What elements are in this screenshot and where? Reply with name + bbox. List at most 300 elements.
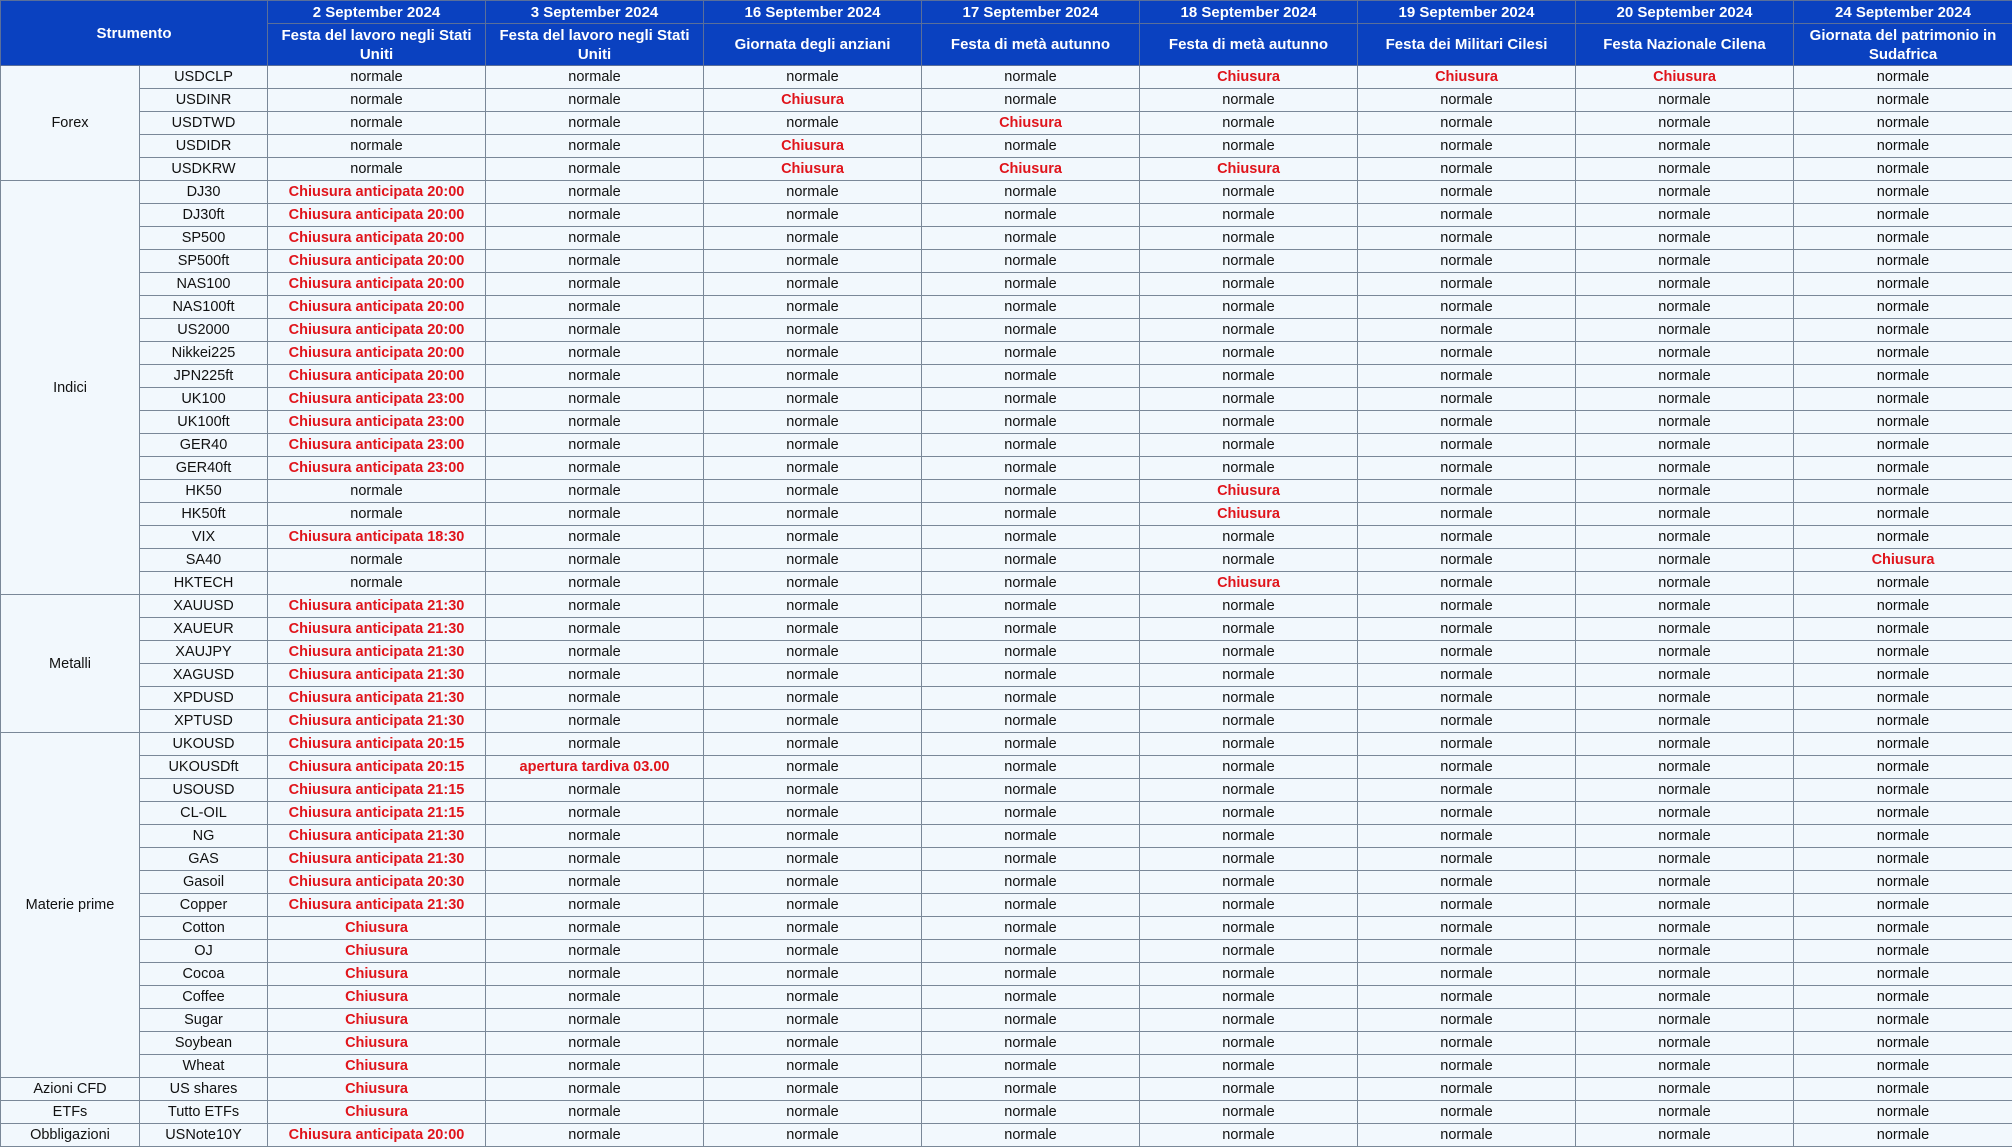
status-cell: normale [1358,986,1576,1009]
table-row [1,112,2012,135]
status-cell: normale [486,1101,704,1124]
status-cell: normale [486,572,704,595]
status-cell: normale [704,1101,922,1124]
instrument-cell: DJ30 [140,181,268,204]
date-header: 16 September 2024 [704,1,922,24]
instrument-cell: USDINR [140,89,268,112]
table-row [1,848,2012,871]
status-cell: normale [1576,411,1794,434]
status-cell: normale [1576,733,1794,756]
status-cell: Chiusura [1358,66,1576,89]
status-cell: normale [1794,1078,2012,1101]
status-cell: normale [486,365,704,388]
table-row [1,779,2012,802]
status-cell: normale [922,89,1140,112]
table-row [1,227,2012,250]
status-cell: normale [1358,158,1576,181]
instrument-cell: Nikkei225 [140,342,268,365]
status-cell: normale [1358,779,1576,802]
status-cell: Chiusura [1140,480,1358,503]
table-row [1,158,2012,181]
status-cell: normale [1140,595,1358,618]
table-row [1,342,2012,365]
status-cell: normale [922,181,1140,204]
status-cell: normale [704,457,922,480]
status-cell: Chiusura anticipata 21:30 [268,641,486,664]
status-cell: normale [922,1124,1140,1147]
status-cell: normale [268,503,486,526]
table-row [1,595,2012,618]
status-cell: normale [704,641,922,664]
status-cell: normale [922,894,1140,917]
status-cell: normale [1358,848,1576,871]
status-cell: normale [1358,1009,1576,1032]
table-row [1,388,2012,411]
instrument-cell: GER40ft [140,457,268,480]
status-cell: normale [1794,802,2012,825]
status-cell: normale [1140,273,1358,296]
table-row [1,871,2012,894]
status-cell: normale [922,802,1140,825]
category-cell: Indici [1,181,140,595]
status-cell: normale [1358,296,1576,319]
date-header: 17 September 2024 [922,1,1140,24]
status-cell: normale [704,388,922,411]
instrument-cell: USNote10Y [140,1124,268,1147]
status-cell: normale [1358,457,1576,480]
status-cell: normale [922,618,1140,641]
status-cell: normale [1794,618,2012,641]
status-cell: normale [922,227,1140,250]
status-cell: normale [1140,1124,1358,1147]
status-cell: normale [1358,733,1576,756]
status-cell: Chiusura anticipata 20:00 [268,181,486,204]
status-cell: normale [1140,802,1358,825]
instrument-cell: UK100 [140,388,268,411]
instrument-cell: SP500 [140,227,268,250]
status-cell: normale [704,618,922,641]
status-cell: normale [486,733,704,756]
status-cell: normale [1140,112,1358,135]
status-cell: normale [704,480,922,503]
status-cell: normale [1794,227,2012,250]
status-cell: normale [704,963,922,986]
status-cell: normale [922,986,1140,1009]
status-cell: normale [1358,181,1576,204]
status-cell: normale [1140,181,1358,204]
status-cell: normale [1358,710,1576,733]
instrument-cell: Copper [140,894,268,917]
table-row [1,89,2012,112]
status-cell: normale [1794,503,2012,526]
status-cell: normale [1358,664,1576,687]
status-cell: normale [704,894,922,917]
status-cell: normale [1576,572,1794,595]
status-cell: normale [1140,1055,1358,1078]
table-row [1,1101,2012,1124]
instrument-cell: SP500ft [140,250,268,273]
instrument-cell: UKOUSD [140,733,268,756]
instrument-cell: SA40 [140,549,268,572]
status-cell: normale [1358,227,1576,250]
instrument-cell: Soybean [140,1032,268,1055]
table-row [1,572,2012,595]
status-cell: normale [486,434,704,457]
status-cell: Chiusura [1794,549,2012,572]
status-cell: Chiusura anticipata 21:30 [268,595,486,618]
status-cell: normale [922,457,1140,480]
table-row [1,917,2012,940]
status-cell: Chiusura anticipata 20:00 [268,227,486,250]
table-body [1,66,2012,1147]
status-cell: normale [1794,710,2012,733]
status-cell: normale [1576,802,1794,825]
table-row [1,1124,2012,1147]
status-cell: normale [704,595,922,618]
status-cell: normale [1358,273,1576,296]
status-cell: normale [1576,986,1794,1009]
status-cell: normale [1576,503,1794,526]
table-row [1,1032,2012,1055]
status-cell: normale [1576,1009,1794,1032]
table-row [1,434,2012,457]
status-cell: normale [1794,779,2012,802]
status-cell: normale [1576,848,1794,871]
status-cell: normale [1576,1101,1794,1124]
status-cell: Chiusura anticipata 20:00 [268,1124,486,1147]
status-cell: Chiusura anticipata 21:30 [268,618,486,641]
status-cell: normale [1576,457,1794,480]
instrument-cell: Wheat [140,1055,268,1078]
table-row [1,273,2012,296]
status-cell: normale [922,1009,1140,1032]
status-cell: normale [1576,204,1794,227]
status-cell: normale [1576,112,1794,135]
status-cell: normale [1794,1101,2012,1124]
status-cell: Chiusura anticipata 23:00 [268,457,486,480]
status-cell: normale [486,940,704,963]
status-cell: Chiusura anticipata 23:00 [268,434,486,457]
table-row [1,618,2012,641]
table-row [1,319,2012,342]
table-row [1,204,2012,227]
status-cell: normale [1140,250,1358,273]
status-cell: Chiusura anticipata 20:15 [268,756,486,779]
status-cell: normale [1358,572,1576,595]
status-cell: normale [704,1055,922,1078]
status-cell: Chiusura anticipata 20:00 [268,204,486,227]
status-cell: normale [922,963,1140,986]
status-cell: normale [1576,135,1794,158]
status-cell: normale [486,664,704,687]
date-header: 19 September 2024 [1358,1,1576,24]
status-cell: normale [1140,89,1358,112]
holiday-header: Festa del lavoro negli Stati Uniti [486,24,704,66]
status-cell: Chiusura anticipata 21:15 [268,779,486,802]
status-cell: normale [1358,480,1576,503]
status-cell: normale [1140,894,1358,917]
instrument-cell: Sugar [140,1009,268,1032]
status-cell: normale [1576,250,1794,273]
strumento-header: Strumento [1,1,268,66]
status-cell: normale [486,641,704,664]
status-cell: normale [922,1032,1140,1055]
status-cell: normale [486,618,704,641]
status-cell: normale [486,319,704,342]
table-row [1,1055,2012,1078]
status-cell: normale [1140,549,1358,572]
status-cell: normale [1358,411,1576,434]
status-cell: normale [1140,687,1358,710]
instrument-cell: NAS100ft [140,296,268,319]
status-cell: normale [1140,1101,1358,1124]
status-cell: normale [486,181,704,204]
status-cell: normale [922,687,1140,710]
status-cell: normale [486,848,704,871]
status-cell: normale [486,89,704,112]
status-cell: normale [704,802,922,825]
status-cell: normale [1794,158,2012,181]
status-cell: normale [704,1032,922,1055]
status-cell: normale [922,319,1140,342]
status-cell: normale [1576,825,1794,848]
status-cell: Chiusura [268,963,486,986]
status-cell: normale [1794,871,2012,894]
holiday-header: Giornata degli anziani [704,24,922,66]
instrument-cell: USDTWD [140,112,268,135]
status-cell: normale [486,296,704,319]
status-cell: normale [922,434,1140,457]
status-cell: normale [1358,388,1576,411]
status-cell: normale [1576,526,1794,549]
status-cell: normale [922,779,1140,802]
status-cell: normale [922,825,1140,848]
status-cell: normale [1140,618,1358,641]
status-cell: normale [1358,825,1576,848]
status-cell: normale [704,342,922,365]
table-row [1,664,2012,687]
status-cell: normale [704,871,922,894]
status-cell: normale [922,503,1140,526]
instrument-cell: UKOUSDft [140,756,268,779]
table-row [1,733,2012,756]
status-cell: normale [1576,1124,1794,1147]
status-cell: normale [486,227,704,250]
status-cell: normale [1576,756,1794,779]
status-cell: normale [486,549,704,572]
status-cell: normale [704,549,922,572]
status-cell: normale [1358,342,1576,365]
instrument-cell: XAGUSD [140,664,268,687]
status-cell: Chiusura anticipata 21:15 [268,802,486,825]
status-cell: Chiusura [704,158,922,181]
status-cell: Chiusura [1140,158,1358,181]
status-cell: normale [922,917,1140,940]
status-cell: normale [1794,1055,2012,1078]
status-cell: normale [922,250,1140,273]
status-cell: normale [1140,296,1358,319]
status-cell: normale [486,1124,704,1147]
status-cell: normale [1576,687,1794,710]
status-cell: normale [704,779,922,802]
status-cell: normale [268,66,486,89]
status-cell: normale [1358,503,1576,526]
status-cell: normale [1358,756,1576,779]
status-cell: normale [1794,733,2012,756]
status-cell: Chiusura [704,135,922,158]
status-cell: normale [1794,940,2012,963]
status-cell: normale [486,342,704,365]
table-row [1,457,2012,480]
instrument-cell: US2000 [140,319,268,342]
status-cell: Chiusura [268,986,486,1009]
status-cell: normale [1140,342,1358,365]
category-cell: Obbligazioni [1,1124,140,1147]
status-cell: normale [1576,273,1794,296]
status-cell: normale [922,204,1140,227]
status-cell: normale [1794,756,2012,779]
status-cell: normale [486,273,704,296]
status-cell: normale [1794,572,2012,595]
status-cell: normale [1794,365,2012,388]
status-cell: normale [1576,319,1794,342]
status-cell: normale [922,595,1140,618]
status-cell: normale [486,894,704,917]
date-header: 3 September 2024 [486,1,704,24]
status-cell: normale [1576,1078,1794,1101]
instrument-cell: NG [140,825,268,848]
status-cell: normale [1358,204,1576,227]
instrument-cell: XAUUSD [140,595,268,618]
status-cell: normale [486,1055,704,1078]
status-cell: normale [1576,871,1794,894]
status-cell: normale [1794,250,2012,273]
instrument-cell: UK100ft [140,411,268,434]
status-cell: Chiusura [268,917,486,940]
status-cell: normale [1140,871,1358,894]
table-row [1,1009,2012,1032]
status-cell: normale [1358,687,1576,710]
instrument-cell: USDKRW [140,158,268,181]
status-cell: normale [268,480,486,503]
status-cell: Chiusura [1140,66,1358,89]
instrument-cell: CL-OIL [140,802,268,825]
status-cell: normale [1576,664,1794,687]
status-cell: normale [486,135,704,158]
status-cell: normale [1794,89,2012,112]
status-cell: normale [1358,549,1576,572]
status-cell: normale [486,871,704,894]
status-cell: normale [922,526,1140,549]
status-cell: normale [1794,1009,2012,1032]
status-cell: normale [1576,1032,1794,1055]
status-cell: normale [922,641,1140,664]
status-cell: Chiusura anticipata 20:00 [268,273,486,296]
status-cell: Chiusura [1140,503,1358,526]
status-cell: Chiusura anticipata 21:30 [268,848,486,871]
status-cell: normale [1358,894,1576,917]
status-cell: normale [486,112,704,135]
status-cell: normale [1140,388,1358,411]
status-cell: normale [268,549,486,572]
status-cell: normale [704,917,922,940]
status-cell: Chiusura [704,89,922,112]
status-cell: normale [1576,894,1794,917]
status-cell: normale [922,135,1140,158]
instrument-cell: XAUEUR [140,618,268,641]
category-cell: ETFs [1,1101,140,1124]
status-cell: normale [1576,181,1794,204]
status-cell: normale [1576,89,1794,112]
status-cell: normale [486,779,704,802]
status-cell: Chiusura [268,1032,486,1055]
status-cell: Chiusura anticipata 21:30 [268,710,486,733]
status-cell: normale [1794,848,2012,871]
status-cell: normale [922,365,1140,388]
holiday-header: Festa del lavoro negli Stati Uniti [268,24,486,66]
status-cell: normale [1140,1032,1358,1055]
status-cell: normale [1794,319,2012,342]
status-cell: normale [704,273,922,296]
status-cell: normale [1140,917,1358,940]
status-cell: normale [1358,365,1576,388]
status-cell: Chiusura [268,1055,486,1078]
instrument-cell: XAUJPY [140,641,268,664]
status-cell: normale [704,319,922,342]
status-cell: normale [704,1124,922,1147]
status-cell: normale [486,480,704,503]
status-cell: normale [704,572,922,595]
instrument-cell: XPDUSD [140,687,268,710]
status-cell: normale [1358,917,1576,940]
status-cell: normale [704,204,922,227]
status-cell: normale [1358,135,1576,158]
status-cell: normale [922,549,1140,572]
category-cell: Forex [1,66,140,181]
status-cell: normale [704,411,922,434]
status-cell: Chiusura anticipata 20:30 [268,871,486,894]
table-row [1,710,2012,733]
status-cell: normale [1358,940,1576,963]
table-row [1,963,2012,986]
status-cell: normale [1576,342,1794,365]
status-cell: normale [486,526,704,549]
instrument-cell: HK50 [140,480,268,503]
instrument-cell: VIX [140,526,268,549]
status-cell: normale [704,1078,922,1101]
status-cell: normale [922,296,1140,319]
status-cell: normale [1794,986,2012,1009]
holiday-header: Giornata del patrimonio in Sudafrica [1794,24,2012,66]
status-cell: normale [1576,227,1794,250]
status-cell: normale [922,871,1140,894]
status-cell: Chiusura anticipata 21:30 [268,687,486,710]
instrument-cell: OJ [140,940,268,963]
status-cell: Chiusura anticipata 20:15 [268,733,486,756]
status-cell: normale [922,710,1140,733]
status-cell: normale [704,434,922,457]
table-row [1,365,2012,388]
status-cell: normale [922,572,1140,595]
status-cell: normale [1140,411,1358,434]
holiday-header: Festa di metà autunno [1140,24,1358,66]
status-cell: normale [704,526,922,549]
status-cell: normale [486,158,704,181]
status-cell: normale [1358,250,1576,273]
status-cell: normale [1140,733,1358,756]
status-cell: normale [1576,710,1794,733]
table-row [1,526,2012,549]
